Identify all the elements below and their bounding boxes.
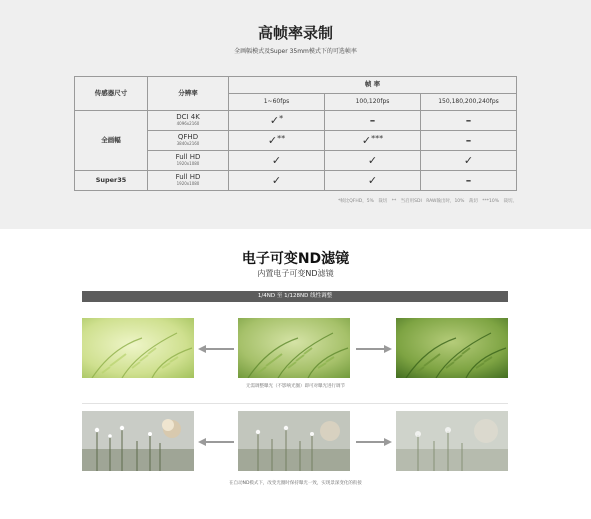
group-full-frame: 全画幅 bbox=[75, 111, 148, 171]
arrow-left-icon bbox=[198, 345, 234, 353]
framerate-table bbox=[74, 76, 517, 191]
arrow-left-icon bbox=[198, 438, 234, 446]
caption-exposure: 无需调整曝光（不影响光圈）即可对曝光进行调节 bbox=[246, 384, 345, 389]
fps-col-3: 150,180,200,240fps bbox=[421, 94, 517, 111]
arrow-right-icon bbox=[356, 345, 392, 353]
section-title-nd-filter: 电子可变ND滤镜 bbox=[241, 251, 350, 267]
fern-photo-normal bbox=[238, 318, 350, 378]
section-title-high-framerate: 高帧率录制 bbox=[257, 24, 333, 42]
section-subtitle-high-framerate: 全画幅模式及Super 35mm模式下的可选帧率 bbox=[234, 48, 357, 55]
header-resolution: 分辨率 bbox=[148, 77, 229, 111]
caption-auto-nd: 在自动ND模式下，改变光圈时保持曝光一致，实现景深变化的衔接 bbox=[229, 481, 362, 486]
flower-photo-mid bbox=[238, 411, 350, 471]
resolution-cell: Full HD 1920x1080 bbox=[148, 151, 229, 171]
fps-col-2: 100,120fps bbox=[325, 94, 421, 111]
check-icon: ✓ bbox=[229, 171, 325, 191]
divider bbox=[82, 403, 508, 404]
check-icon: ✓ bbox=[325, 171, 421, 191]
check-icon: ✓ bbox=[229, 151, 325, 171]
resolution-cell: DCI 4K 4096x2160 bbox=[148, 111, 229, 131]
resolution-cell: QFHD 3840x2160 bbox=[148, 131, 229, 151]
dash-icon: – bbox=[421, 171, 517, 191]
fern-photo-dark bbox=[396, 318, 508, 378]
fps-col-1: 1~60fps bbox=[229, 94, 325, 111]
flower-photo-soft bbox=[396, 411, 508, 471]
check-icon: ✓** bbox=[229, 131, 325, 151]
group-super35: Super35 bbox=[75, 171, 148, 191]
check-icon: ✓ bbox=[421, 151, 517, 171]
header-sensor-size: 传感器尺寸 bbox=[75, 77, 148, 111]
check-icon: ✓* bbox=[229, 111, 325, 131]
check-icon: ✓*** bbox=[325, 131, 421, 151]
table-footnote: *帧比QFHD，5% 裁切 ** 当启用SDI RAW输出时，10% 裁切 ***10% 裁切。 bbox=[337, 199, 517, 204]
flower-photo-sharp bbox=[82, 411, 194, 471]
arrow-right-icon bbox=[356, 438, 392, 446]
fern-photo-bright bbox=[82, 318, 194, 378]
check-icon: ✓ bbox=[325, 151, 421, 171]
table-row bbox=[75, 111, 517, 131]
dash-icon: – bbox=[421, 131, 517, 151]
table-row bbox=[75, 171, 517, 191]
header-framerate: 帧 率 bbox=[229, 77, 517, 94]
dash-icon: – bbox=[421, 111, 517, 131]
section-subtitle-nd-filter: 内置电子可变ND滤镜 bbox=[257, 269, 334, 278]
resolution-cell: Full HD 1920x1080 bbox=[148, 171, 229, 191]
nd-range-bar: 1/4ND 至 1/128ND 线性调整 bbox=[82, 291, 508, 302]
dash-icon: – bbox=[325, 111, 421, 131]
